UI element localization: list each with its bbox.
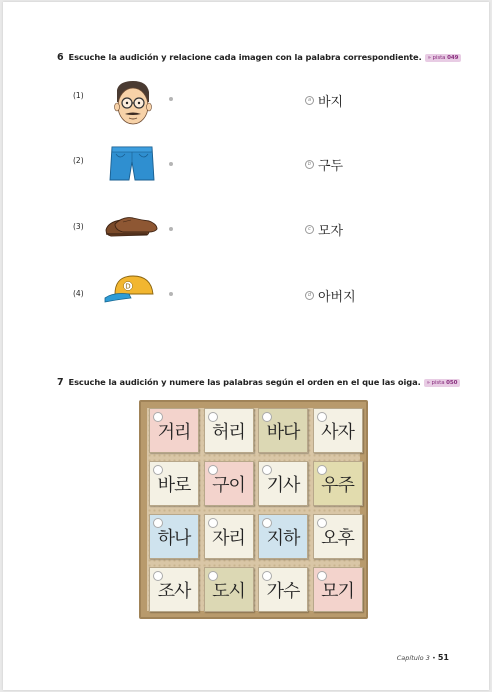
word-card[interactable] <box>204 567 254 612</box>
item-label-4: (4) <box>73 289 84 298</box>
option-c[interactable] <box>305 220 343 239</box>
card-word: 하나 <box>157 527 191 549</box>
option-letter: a <box>305 96 314 105</box>
instruction-text: Escuche la audición y relacione cada imagen con la palabra correspondiente. <box>68 52 422 62</box>
exercise-number: 6 <box>57 52 64 63</box>
word-card[interactable] <box>258 408 308 453</box>
match-dot-left-3[interactable] <box>169 227 173 231</box>
option-word: 바지 <box>318 95 344 110</box>
card-word: 바로 <box>157 474 191 496</box>
card-word: 모기 <box>321 580 354 602</box>
card-word: 도시 <box>212 580 245 602</box>
page-number: 51 <box>437 653 449 662</box>
word-card[interactable] <box>313 408 363 453</box>
answer-circle[interactable] <box>317 518 327 528</box>
card-word: 사자 <box>321 421 354 443</box>
word-card[interactable] <box>258 514 308 559</box>
answer-circle[interactable] <box>317 571 327 581</box>
page-footer <box>397 653 449 662</box>
answer-circle[interactable] <box>153 518 163 528</box>
option-letter: d <box>305 291 314 300</box>
card-word: 구이 <box>212 474 245 496</box>
answer-circle[interactable] <box>317 412 327 422</box>
instruction-text: Escuche la audición y numere las palabras según el orden en el que las oiga. <box>68 377 421 387</box>
card-word: 오후 <box>321 527 354 549</box>
footer-separator: • <box>431 654 436 662</box>
match-dot-left-4[interactable] <box>169 292 173 296</box>
item-label-2: (2) <box>73 156 84 165</box>
word-card[interactable] <box>313 461 363 506</box>
answer-circle[interactable] <box>208 518 218 528</box>
item-label-1: (1) <box>73 91 84 100</box>
match-dot-left-1[interactable] <box>169 97 173 101</box>
option-a[interactable] <box>305 91 343 110</box>
card-word: 우주 <box>321 474 354 496</box>
match-dot-left-2[interactable] <box>169 162 173 166</box>
word-card[interactable] <box>204 461 254 506</box>
exercise-7-instruction <box>57 377 460 388</box>
card-word: 자리 <box>212 527 245 549</box>
card-word: 기사 <box>266 474 300 496</box>
textbook-page <box>3 2 489 690</box>
option-letter: b <box>305 160 314 169</box>
card-word: 조사 <box>157 580 191 602</box>
father-face-icon <box>107 78 157 128</box>
answer-circle[interactable] <box>262 465 272 475</box>
answer-circle[interactable] <box>153 412 163 422</box>
answer-circle[interactable] <box>153 465 163 475</box>
word-card[interactable] <box>313 567 363 612</box>
answer-circle[interactable] <box>262 571 272 581</box>
exercise-6-instruction <box>57 52 461 63</box>
item-label-3: (3) <box>73 222 84 231</box>
word-card[interactable] <box>258 461 308 506</box>
answer-circle[interactable] <box>262 518 272 528</box>
exercise-number: 7 <box>57 377 64 388</box>
word-card[interactable] <box>149 567 199 612</box>
card-word: 가수 <box>266 580 300 602</box>
answer-circle[interactable] <box>208 412 218 422</box>
option-d[interactable] <box>305 286 356 305</box>
word-card[interactable] <box>313 514 363 559</box>
chapter-label: Capítulo 3 <box>396 654 430 662</box>
word-card[interactable] <box>258 567 308 612</box>
cap-icon <box>101 272 159 308</box>
audio-track-badge[interactable]: » pista 049 <box>425 54 462 62</box>
option-b[interactable] <box>305 155 343 174</box>
word-card[interactable] <box>149 514 199 559</box>
answer-circle[interactable] <box>208 465 218 475</box>
cork-board <box>139 400 368 619</box>
audio-track-badge[interactable]: » pista 050 <box>424 379 461 387</box>
answer-circle[interactable] <box>153 571 163 581</box>
word-card[interactable] <box>204 408 254 453</box>
shoes-icon <box>103 210 161 242</box>
shorts-icon <box>107 144 157 184</box>
answer-circle[interactable] <box>262 412 272 422</box>
option-word: 모자 <box>318 224 344 239</box>
card-word: 바다 <box>266 421 300 443</box>
word-card[interactable] <box>149 461 199 506</box>
card-word: 지하 <box>266 527 300 549</box>
svg-text:D: D <box>125 282 131 291</box>
word-card[interactable] <box>204 514 254 559</box>
option-word: 아버지 <box>318 290 356 305</box>
answer-circle[interactable] <box>317 465 327 475</box>
card-word: 거리 <box>157 421 191 443</box>
card-word: 허리 <box>212 421 245 443</box>
option-word: 구두 <box>318 159 344 174</box>
option-letter: c <box>305 225 314 234</box>
word-card[interactable] <box>149 408 199 453</box>
answer-circle[interactable] <box>208 571 218 581</box>
